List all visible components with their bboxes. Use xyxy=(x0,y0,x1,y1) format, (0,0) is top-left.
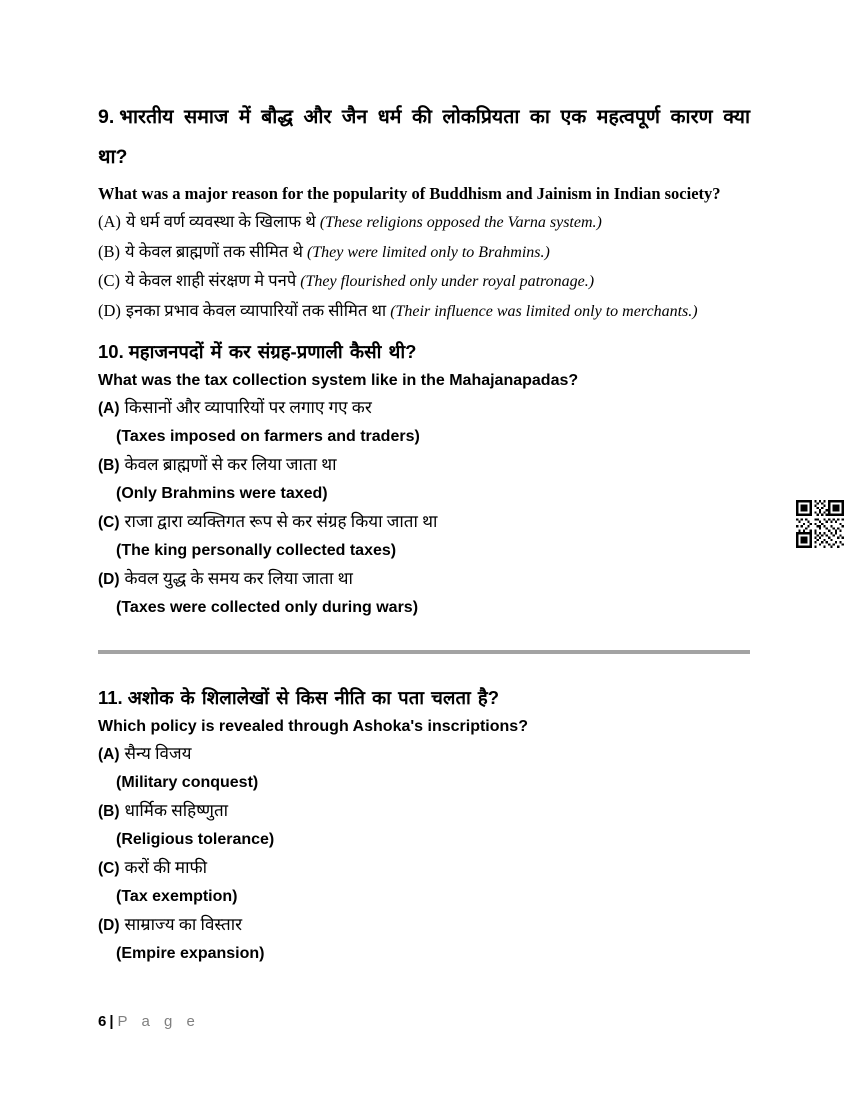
footer-separator: | xyxy=(109,1013,114,1030)
option-c xyxy=(98,854,750,883)
option-label: (B) xyxy=(98,241,120,261)
question-10-heading xyxy=(98,338,750,365)
option-d xyxy=(98,911,750,940)
question-text-hindi: महाजनपदों में कर संग्रह-प्रणाली कैसी थी? xyxy=(128,341,417,362)
option-label: (D) xyxy=(98,571,120,588)
option-a xyxy=(98,394,750,423)
option-label: (A) xyxy=(98,746,120,763)
option-b xyxy=(98,797,750,826)
question-10-options xyxy=(98,394,750,622)
page-label: P a g e xyxy=(117,1013,200,1030)
question-11-english: Which policy is revealed through Ashoka's inscriptions? xyxy=(98,718,528,735)
option-text-hindi: सैन्य विजय xyxy=(124,744,192,763)
option-label: (C) xyxy=(98,271,120,290)
option-a xyxy=(98,208,750,238)
question-9 xyxy=(98,97,750,326)
option-text-hindi: किसानों और व्यापारियों पर लगाए गए कर xyxy=(124,398,372,417)
question-9-options xyxy=(98,208,750,326)
option-text-hindi: ये केवल शाही संरक्षण मे पनपे xyxy=(125,271,297,290)
option-label: (C) xyxy=(98,514,120,531)
option-b-english: (Religious tolerance) xyxy=(116,831,275,848)
section-divider xyxy=(98,650,750,654)
option-text-hindi: केवल युद्ध के समय कर लिया जाता था xyxy=(124,569,353,588)
option-label: (B) xyxy=(98,803,120,820)
option-text-hindi: राजा द्वारा व्यक्तिगत रूप से कर संग्रह किया जाता था xyxy=(124,512,438,531)
page-content xyxy=(98,97,750,968)
option-b xyxy=(98,451,750,480)
question-number: 10. xyxy=(98,341,124,362)
option-text-english: (These religions opposed the Varna system.) xyxy=(319,214,602,231)
question-text-hindi: भारतीय समाज में बौद्ध और जैन धर्म की लोकप्रियता का एक महत्वपूर्ण कारण क्या था? xyxy=(98,106,750,168)
option-text-hindi: ये धर्म वर्ण व्यवस्था के खिलाफ थे xyxy=(125,212,316,231)
option-text-english: (They were limited only to Brahmins.) xyxy=(306,243,550,261)
option-label: (D) xyxy=(98,917,120,934)
page-number: 6 xyxy=(98,1013,107,1030)
question-text-hindi: अशोक के शिलालेखों से किस नीति का पता चलता है? xyxy=(127,687,500,708)
page-footer xyxy=(98,1013,200,1030)
question-10 xyxy=(98,338,750,622)
option-c xyxy=(98,267,750,297)
qr-code xyxy=(796,500,844,548)
option-text-hindi: करों की माफी xyxy=(124,858,207,877)
option-b-english: (Only Brahmins were taxed) xyxy=(116,485,328,502)
option-d xyxy=(98,297,750,327)
option-text-english: (They flourished only under royal patronage.) xyxy=(300,273,595,290)
option-d xyxy=(98,565,750,594)
option-c xyxy=(98,508,750,537)
option-b xyxy=(98,238,750,268)
question-11-heading xyxy=(98,684,750,711)
option-text-hindi: इनका प्रभाव केवल व्यापारियों तक सीमित था xyxy=(125,300,387,320)
option-text-hindi: धार्मिक सहिष्णुता xyxy=(124,801,229,820)
question-number: 11. xyxy=(98,687,123,708)
question-10-english: What was the tax collection system like in the Mahajanapadas? xyxy=(98,372,579,389)
option-d-english: (Empire expansion) xyxy=(116,945,265,962)
question-9-english: What was a major reason for the popularity of Buddhism and Jainism in Indian society? xyxy=(98,184,721,203)
option-a-english: (Military conquest) xyxy=(116,774,259,791)
option-a xyxy=(98,740,750,769)
question-11 xyxy=(98,684,750,968)
option-label: (D) xyxy=(98,300,121,320)
option-label: (C) xyxy=(98,860,120,877)
option-d-english: (Taxes were collected only during wars) xyxy=(116,599,419,616)
question-9-heading xyxy=(98,97,750,177)
option-a-english: (Taxes imposed on farmers and traders) xyxy=(116,428,420,445)
option-text-hindi: केवल ब्राह्मणों से कर लिया जाता था xyxy=(124,455,337,474)
question-11-options xyxy=(98,740,750,968)
option-label: (A) xyxy=(98,212,121,231)
option-text-english: (Their influence was limited only to merchants.) xyxy=(390,302,698,320)
option-text-hindi: ये केवल ब्राह्मणों तक सीमित थे xyxy=(125,241,303,261)
question-number: 9. xyxy=(98,106,115,128)
option-label: (A) xyxy=(98,400,120,417)
option-c-english: (The king personally collected taxes) xyxy=(116,542,397,559)
option-label: (B) xyxy=(98,457,120,474)
option-text-hindi: साम्राज्य का विस्तार xyxy=(124,915,243,934)
option-c-english: (Tax exemption) xyxy=(116,888,238,905)
